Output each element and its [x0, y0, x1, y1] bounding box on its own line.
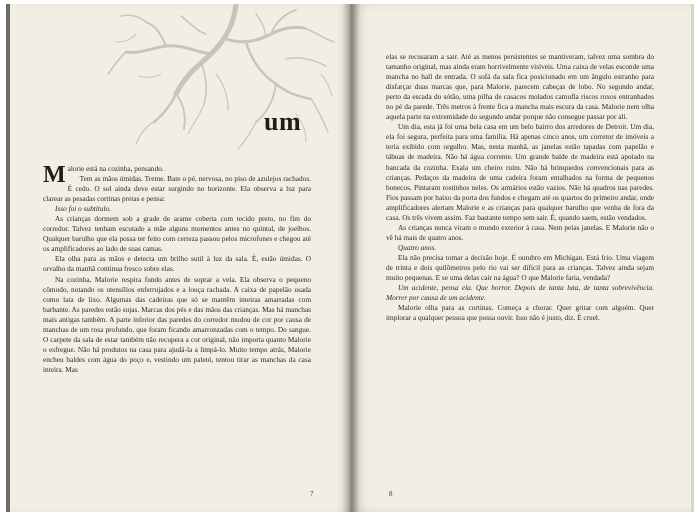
left-page-body	[43, 164, 311, 375]
italic-paragraph: Quatro anos.	[398, 242, 437, 252]
right-page-body	[386, 52, 654, 323]
left-page	[6, 4, 350, 512]
paragraph: Tem as mãos úmidas. Treme. Bate o pé, nervosa, no piso de azulejos rachados. É cedo. O sol ainda deve estar surgindo no horizonte. Ela observa a luz para clarear as pesadas cortinas pretas e pensa:	[43, 174, 311, 204]
book-edge-left	[6, 4, 10, 512]
book-edge-right	[691, 4, 694, 512]
paragraph: Na cozinha, Malorie respira fundo antes de soprar a vela. Ela observa o pequeno cômodo, notando os utensílios enferrujados e a louça rachada. A caixa de papelão usada como lata de lixo. Algumas das cadeiras que só se mantêm inteiras amarradas com barbante. As paredes estão sujas. Marcas dos pés e das mãos das crianças. Mas há manchas mais antigas também. A parte inferior das paredes do corredor mudou de cor por causa de manchas de um rosa profundo, que foram ficando amarronzadas com o tempo. Do sangue. O carpete da sala de estar também não recupera a cor original, não importa quanto Malorie o esfregue. Não há produtos na casa para ajudá-la a limpá-lo. Muito tempo atrás, Malorie encheu baldes com água do poço e, vestindo um paletó, tentou tirar as manchas da casa inteira. Mas	[43, 274, 311, 374]
italic-paragraph: Um acidente, pensa ela. Que horror. Depois de tanta luta, de tanta sobrevivência. Morrer por causa de um acidente.	[386, 283, 654, 303]
paragraph: Ela não precisa tomar a decisão hoje. É outubro em Michigan. Está frio. Uma viagem de trinta e dois quilômetros pelo rio vai ser difícil para as crianças. Talvez ainda sejam muito pequenas. E se uma delas cair na água? O que Malorie faria, vendada?	[386, 252, 654, 283]
tree-branches-illustration	[106, 4, 336, 154]
paragraph: As crianças dormem sob a grade de arame coberta com tecido preto, no fim do corredor. Talvez tenham escutado a mãe alguns momentos antes no quintal, de joelhos. Qualquer barulho que ela possa ter feito com certeza passou pelos microfones e chegou até os amplificadores ao lado de suas camas.	[43, 214, 311, 254]
open-book	[6, 4, 694, 516]
paragraph: Malorie olha para as cortinas. Começa a chorar. Quer gritar com alguém. Quer implorar a qualquer pessoa que possa ouvir. Isso não é justo, diz. É cruel.	[386, 303, 654, 323]
paragraph: elas se recusaram a sair. Até as menos persistentes se mantiveram, talvez uma sombra do tamanho original, mas ainda eram horrivelmente visíveis. Uma caixa de velas esconde uma mancha no hall de entrada. O sofá da sala fica posicionado em um ângulo estranho para disfarçar duas marcas que, para Malorie, parecem cabeças de lobo. No segundo andar, perto da escada do sótão, uma pilha de casacos molados camufla riscos roxos entranhados no pé da parede. Três metros à frente fica a mancha mais escura da casa. Malorie nem olha aquela parte na extremidade do segundo andar porque não consegue passar por ali.	[386, 52, 654, 122]
paragraph: Um dia, esta já foi uma bela casa em um belo bairro dos arredores de Detroit. Um dia, ela foi segura, perfeita para uma família. Há apenas cinco anos, um corretor de imóveis a teria exibido com orgulho. Mas, nesta manhã, as janelas estão tapadas com papelão e tábuas de madeira. Não há água corrente. Um grande balde de madeira está apoiado na bancada da cozinha. Exala um cheiro ruim. Não há brinquedos convencionais para as crianças. Pedaços da madeira de uma cadeira foram entalhados na forma de pequenos bonecos. Pintaram rostinhos neles. Os armários estão vazios. Não há quadros nas paredes. Fios passam por baixo da porta dos fundos e chegam até os quartos do primeiro andar, onde amplificadores alertam Malorie e as crianças para qualquer barulho que venha de fora da casa. Os três vivem assim. Faz bastante tempo sem sair. É, quando saem, estão vendados.	[386, 122, 654, 222]
italic-paragraph: Isso foi o subtítulo.	[55, 204, 111, 214]
paragraph: Ela olha para as mãos e detecta um brilho sutil à luz da sala. É, estão úmidas. O orvalho da manhã continua fresco sobre elas.	[43, 254, 311, 274]
drop-cap: M	[43, 162, 66, 188]
chapter-title: um	[264, 107, 302, 136]
paragraph: As crianças nunca viram o mundo exterior à casa. Nem pelas janelas. E Malorie não o vê há mais de quatro anos.	[386, 222, 654, 242]
page-number-left: 7	[310, 490, 314, 498]
paragraph: alorie está na cozinha, pensando.	[67, 164, 164, 173]
page-number-right: 8	[389, 490, 393, 498]
